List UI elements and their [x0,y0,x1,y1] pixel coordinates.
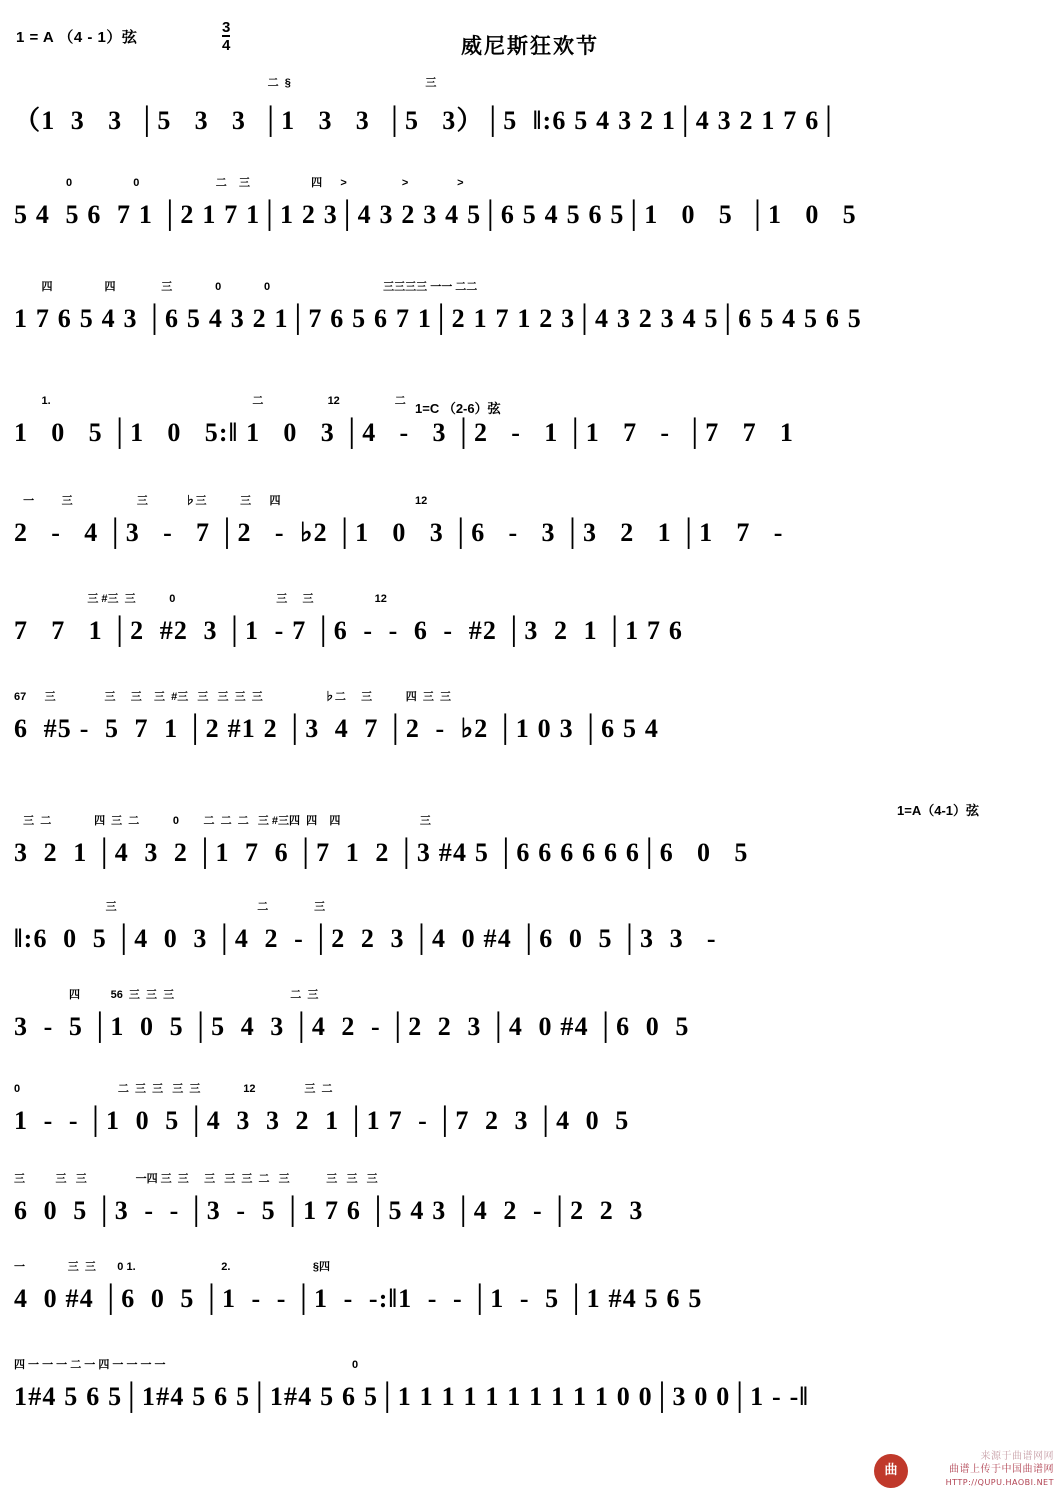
staff-line-8 [14,812,1046,890]
staff-line-12-marks: 三 三 三 一四 三 三 三 三 三 二 三 三 三 三 [14,1173,378,1185]
staff-line-3-marks: 四 四 三 0 0 三三三三 一一 二二 [14,281,478,293]
staff-line-3-notes: 1 7 6 5 4 3 │6 5 4 3 2 1│7 6 5 6 7 1│2 1 7 1 2 3│4 3 2 3 4 5│6 5 4 5 6 5 [14,304,863,333]
staff-line-4-notes: 1 0 5 │1 0 5:‖ 1 0 3 │4 - 3 │2 - 1 │1 7 - │7 7 1 [14,418,795,447]
staff-line-14-marks: 四 一 一 一 二 一 四 一 一 一 一 0 [14,1359,359,1371]
staff-line-5 [14,492,1046,570]
staff-line-2-marks: 0 0 二 三 四 > > > [14,177,464,189]
header [0,14,1060,60]
staff-line-12-notes: 6 0 5 │3 - - │3 - 5 │1 7 6 │5 4 3 │4 2 - │2 2 3 [14,1196,644,1225]
staff-line-6-marks: 三 #三 三 0 三 三 12 [14,593,387,605]
staff-line-10-notes: 3 - 5 │1 0 5 │5 4 3 │4 2 - │2 2 3 │4 0 #4 │6 0 5 [14,1012,690,1041]
staff-line-10 [14,986,1046,1064]
staff-line-4 [14,392,1046,470]
staff-line-9-notes: ‖:6 0 5 │4 0 3 │4 2 - │2 2 3 │4 0 #4 │6 0 5 │3 3 - [14,924,717,953]
staff-line-13-notes: 4 0 #4 │6 0 5 │1 - - │1 - -:‖1 - - │1 - 5 │1 #4 5 6 5 [14,1284,703,1313]
time-signature-numerator: 3 [222,19,231,36]
staff-line-9-marks: 三 二 三 [14,901,326,913]
staff-line-10-marks: 四 56 三 三 三 二 三 [14,989,319,1001]
staff-line-2 [14,174,1046,252]
staff-line-11 [14,1080,1046,1158]
staff-line-11-notes: 1 - - │1 0 5 │4 3 3 2 1 │1 7 - │7 2 3 │4 0 5 [14,1106,630,1135]
watermark-logo: 曲 [874,1454,908,1488]
watermark-line-1: 来源于曲谱网网 [980,1451,1054,1462]
staff-line-12 [14,1170,1046,1248]
key-signature: 1 = A （4 - 1）弦 [16,29,138,46]
staff-line-13 [14,1258,1046,1336]
staff-line-14 [14,1356,1046,1434]
staff-line-11-marks: 0 二 三 三 三 三 12 三 二 [14,1083,333,1095]
annotation-key-change-a: 1=A（4-1）弦 [897,803,979,818]
annotation-key-change-c: 1=C （2-6）弦 [415,401,501,416]
staff-line-5-notes: 2 - 4 │3 - 7 │2 - ♭2 │1 0 3 │6 - 3 │3 2 1 │1 7 - [14,518,784,547]
staff-line-7-marks: 67 三 三 三 三 #三 三 三 三 三 ♭二 三 四 三 三 [14,691,452,703]
staff-line-13-marks: 一 三 三 0 1. 2. §四 [14,1261,331,1273]
staff-line-3 [14,278,1046,356]
watermark-line-2: 曲谱上传于中国曲谱网 [949,1464,1054,1475]
staff-line-7 [14,688,1046,766]
staff-line-6 [14,590,1046,668]
watermark-line-3: HTTP://QUPU.HAOBI.NET [945,1478,1054,1487]
staff-line-7-notes: 6 #5 - 5 7 1 │2 #1 2 │3 4 7 │2 - ♭2 │1 0 3 │6 5 4 [14,714,660,743]
staff-line-6-notes: 7 7 1 │2 #2 3 │1 - 7 │6 - - 6 - #2 │3 2 1 │1 7 6 [14,616,684,645]
staff-line-14-notes: 1#4 5 6 5│1#4 5 6 5│1#4 5 6 5│1 1 1 1 1 1 1 1 1 1 0 0│3 0 0│1 - -‖ [14,1382,810,1411]
staff-line-8-notes: 3 2 1 │4 3 2 │1 7 6 │7 1 2 │3 #4 5 │6 6 6 6 6 6│6 0 5 [14,838,749,867]
staff-line-5-marks: 一 三 三 ♭三 三 四 12 [14,495,428,507]
staff-line-9 [14,898,1046,976]
staff-line-8-marks: 三 二 四 三 二 0 二 二 二 三 #三四 四 四 三 [14,815,431,827]
staff-line-4-marks: 1. 二 12 二 [14,395,406,407]
page-title: 威尼斯狂欢节 [461,34,599,58]
staff-line-2-notes: 5 4 5 6 7 1 │2 1 7 1│1 2 3│4 3 2 3 4 5│6 5 4 5 6 5│1 0 5 │1 0 5 [14,200,857,229]
staff-line-1-notes: （1 3 3 │5 3 3 │1 3 3 │5 3）│5 ‖:6 5 4 3 2 1│4 3 2 1 7 6│ [14,106,840,135]
staff-line-1 [14,74,1046,152]
time-signature-denominator: 4 [222,37,231,54]
staff-line-1-marks: 二 § 三 [14,77,437,89]
